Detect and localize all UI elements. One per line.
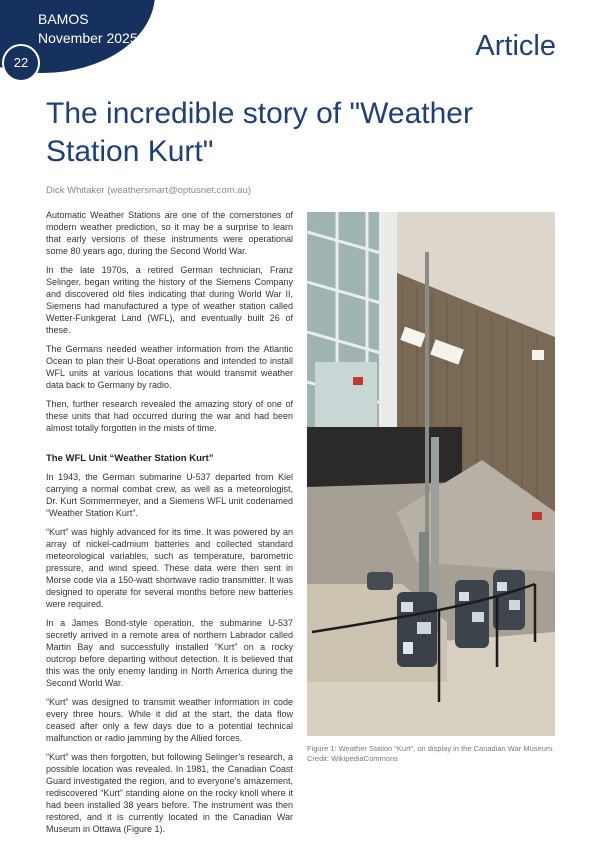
paragraph: “Kurt” was designed to transmit weather information in code every three hours. While it did at the start, the data flow ceased after only a few days due to a potential technical malfunction or radio jamming by the Allied forces. — [46, 697, 293, 743]
paragraph: In the late 1970s, a retired German technician, Franz Selinger, began writing the history of the Siemens Company and discovered old files indicating that during World War II, Siemens had manufactured a type of weather station called Wetter-Funkgerat Land (WFL), and eventually built 26 of these. — [46, 265, 293, 335]
issue-date: November 2025 — [38, 30, 138, 46]
museum-display-illustration — [307, 212, 555, 736]
figure-1-photo — [307, 212, 555, 736]
article-title: The incredible story of "Weather Station Kurt" — [46, 97, 473, 168]
article-text-column — [46, 209, 293, 842]
paragraph: In 1943, the German submarine U-537 departed from Kiel carrying a normal combat crew, as well as a meteorologist, Dr. Kurt Sommermeyer, and a Siemens WFL unit codenamed “Weather Station Kurt”. — [46, 472, 293, 518]
figure-credit: Credit: WikipediaCommons — [307, 754, 398, 763]
paragraph: The Germans needed weather information from the Atlantic Ocean to plan their U-Boat operations and intended to install WFL units at various locations that would transmit weather data back to Germany by radio. — [46, 344, 293, 390]
paragraph: Then, further research revealed the amazing story of one of these units that had occurred during the war and had been almost totally forgotten in the mists of time. — [46, 399, 293, 433]
paragraph: “Kurt” was highly advanced for its time. It was powered by an array of nickel-cadmium batteries and collected standard meteorological variables, such as temperature, barometric pressure, and wind speed. These data were then sent in Morse code via a 150-watt shortwave radio transmitter. It was designed to operate for several months before new batteries were required. — [46, 527, 293, 609]
header-journal-info — [38, 10, 138, 48]
journal-name: BAMOS — [38, 11, 89, 27]
section-label: Article — [475, 30, 556, 62]
section-subheading: The WFL Unit “Weather Station Kurt” — [46, 453, 214, 464]
paragraph: “Kurt” was then forgotten, but following Selinger’s research, a possible location was revealed. In 1981, the Canadian Coast Guard investigated the region, and to everyone’s amazement, rediscovered “Kurt” standing alone on the rocky knoll where it had been installed 38 years before. The instrument was then restored, and it is currently located in the Canadian War Museum in Ottawa (Figure 1). — [46, 752, 293, 834]
paragraph: Automatic Weather Stations are one of the cornerstones of modern weather prediction, so it may be a surprise to learn that early versions of these instruments were operational some 80 years ago, during the Second World War. — [46, 210, 293, 256]
page-number: 22 — [2, 44, 40, 82]
article-author: Dick Whitaker (weathersmart@optusnet.com.au) — [46, 185, 251, 196]
figure-caption — [307, 744, 557, 764]
paragraph: In a James Bond-style operation, the submarine U-537 secretly arrived in a remote area of northern Labrador called Martin Bay and successfully installed “Kurt” on a rocky outcrop before departing without detection. It is believed that this was the only enemy landing in North America during the Second World War. — [46, 618, 293, 688]
figure-caption-text: Figure 1: Weather Station “Kurt”, on display in the Canadian War Museum. — [307, 744, 555, 753]
